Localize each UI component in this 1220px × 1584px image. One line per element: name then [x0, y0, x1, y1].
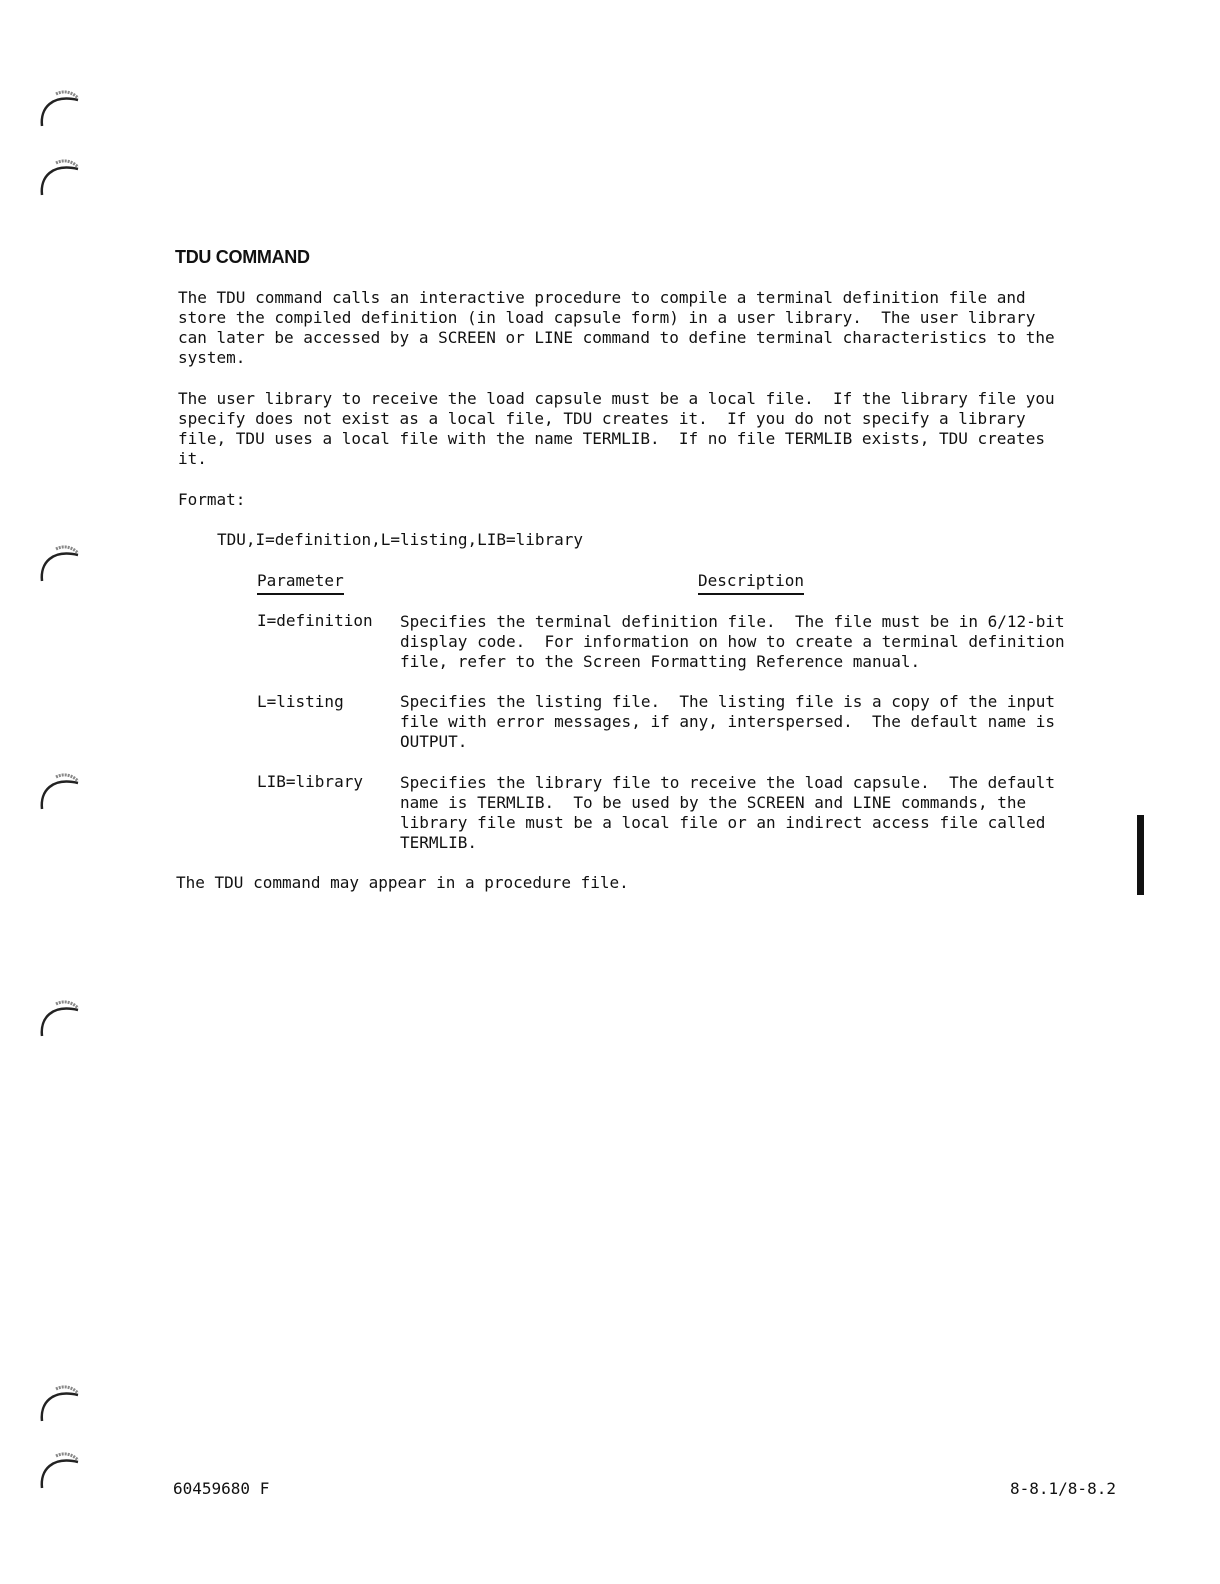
parameter-description: Specifies the library file to receive the load capsule. The default name is TERMLIB. To be used by the SCREEN and LINE commands, the library file must be a local file or an indirect access file called TERMLIB. [400, 773, 1056, 852]
parameter-column-header: Parameter [257, 571, 344, 595]
parameter-description: Specifies the listing file. The listing file is a copy of the input file with error messages, if any, interspersed. The default name is OUTPUT. [400, 692, 1056, 751]
parameter-name: L=listing [257, 692, 344, 711]
section-heading: TDU COMMAND [175, 247, 310, 267]
page-number: 8-8.1/8-8.2 [1010, 1479, 1116, 1498]
intro-paragraph: The TDU command calls an interactive procedure to compile a terminal definition file and store the compiled definition (in load capsule form) in a user library. The user library can later be accessed by a SCREEN or LINE command to define terminal characteristics to the system. [178, 288, 1055, 367]
parameter-name: LIB=library [257, 772, 363, 791]
punch-hole-mark [38, 88, 84, 128]
revision-change-bar [1137, 815, 1144, 895]
parameter-name: I=definition [257, 611, 373, 630]
punch-hole-mark [38, 771, 84, 811]
format-label: Format: [178, 490, 246, 509]
punch-hole-mark [38, 1383, 84, 1423]
library-paragraph: The user library to receive the load capsule must be a local file. If the library file you specify does not exist as a local file, TDU creates it. If you do not specify a library file, TDU uses a local file with the name TERMLIB. If no file TERMLIB exists, TDU creates it. [178, 389, 1055, 468]
document-number: 60459680 F [173, 1479, 270, 1498]
punch-hole-mark [38, 157, 84, 197]
punch-hole-mark [38, 998, 84, 1038]
description-column-header: Description [698, 571, 804, 595]
punch-hole-mark [38, 1450, 84, 1490]
punch-hole-mark [38, 543, 84, 583]
parameter-description: Specifies the terminal definition file. The file must be in 6/12-bit display code. For information on how to create a terminal definition file, refer to the Screen Formatting Reference manual. [400, 612, 1065, 671]
closing-sentence: The TDU command may appear in a procedure file. [176, 873, 629, 892]
format-syntax: TDU,I=definition,L=listing,LIB=library [217, 530, 584, 549]
